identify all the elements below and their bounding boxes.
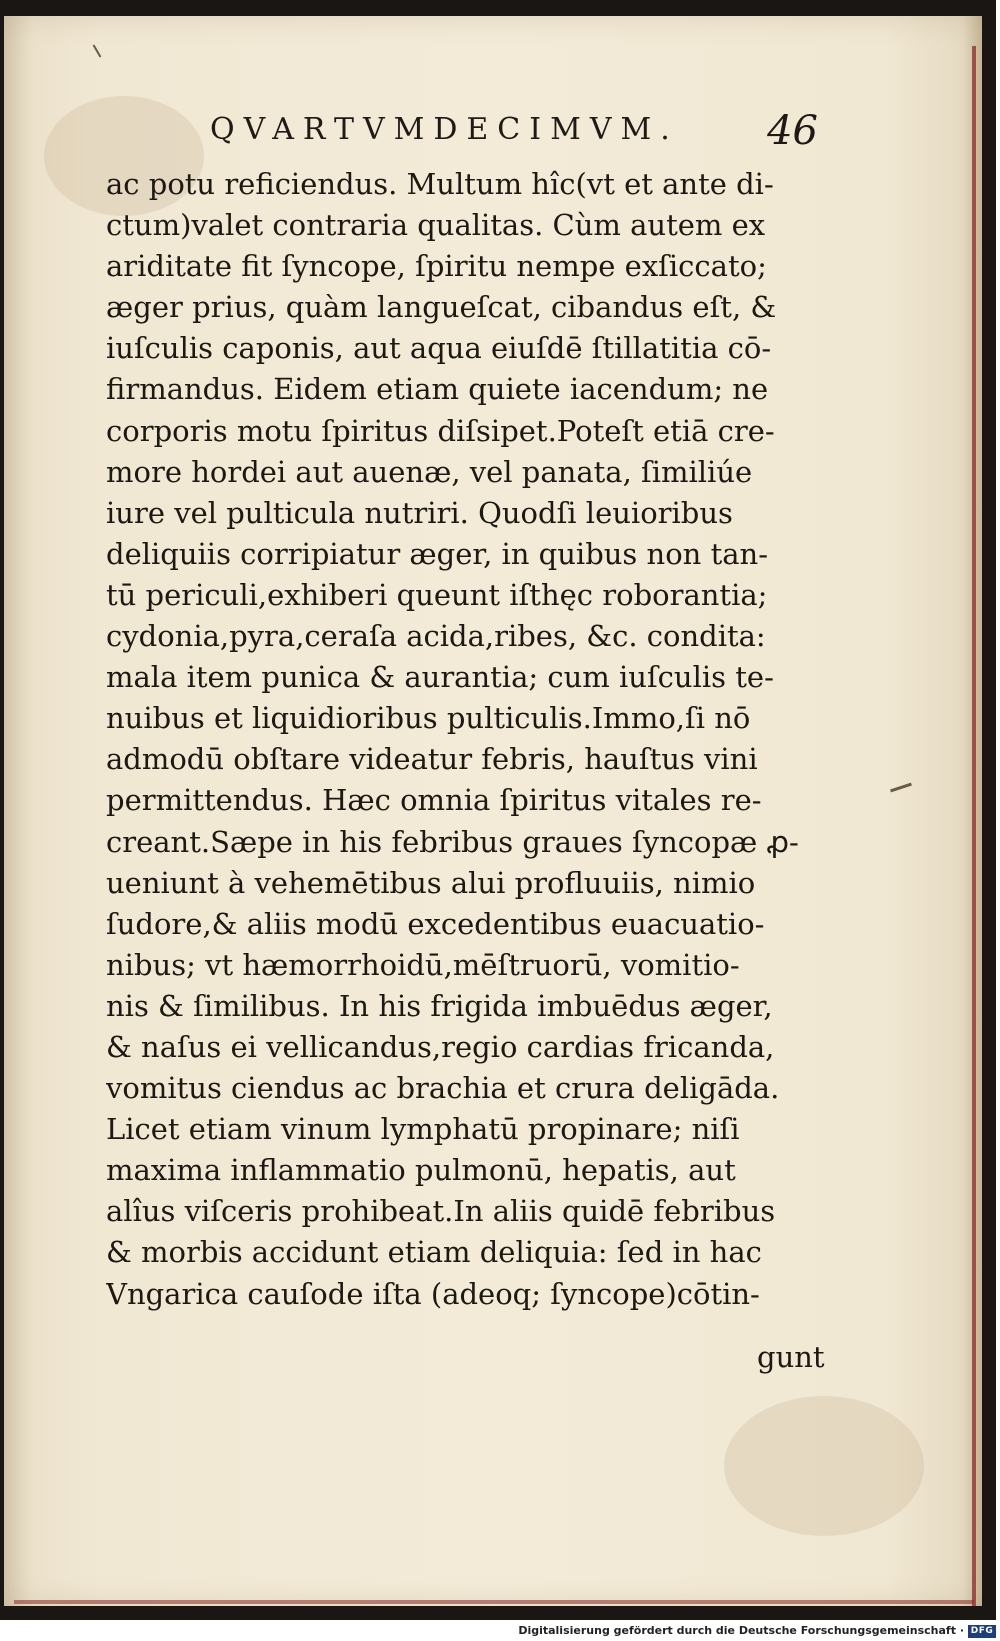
footer-bar <box>0 1620 1000 1641</box>
running-head <box>210 108 840 160</box>
footer-credit: Digitalisierung gefördert durch die Deutsche Forschungsgemeinschaft · <box>518 1624 964 1637</box>
text-line: corporis motu ſpiritus diſsipet.Poteſt etiā cre- <box>106 413 775 448</box>
text-line: iuſculis caponis, aut aqua eiuſdē ſtillatitia cō- <box>106 331 772 366</box>
text-line: nuibus et liquidioribus pulticulis.Immo,ſi nō <box>106 701 751 736</box>
dfg-logo-icon: DFG <box>968 1625 996 1638</box>
catchword: gunt <box>757 1340 825 1374</box>
text-line: vomitus ciendus ac brachia et crura deligāda. <box>106 1071 780 1106</box>
text-line: æger prius, quàm langueſcat, cibandus eſt, & <box>106 290 777 325</box>
text-line: mala item punica & aurantia; cum iuſculis te- <box>106 660 774 695</box>
text-line: permittendus. Hæc omnia ſpiritus vitales re- <box>106 783 762 818</box>
ink-mark <box>93 44 102 57</box>
text-line: nibus; vt hæmorrhoidū,mēſtruorū, vomitio- <box>106 947 740 982</box>
page-edge-right <box>972 46 976 1606</box>
text-line: deliquiis corripiatur æger, in quibus non tan- <box>106 536 768 571</box>
page-number: 46 <box>767 108 818 154</box>
text-line: & naſus ei vellicandus,regio cardias fricanda, <box>106 1029 775 1064</box>
ink-mark <box>890 783 912 793</box>
text-line: creant.Sæpe in his febribus graues ſyncopæ ꝓ- <box>106 824 799 859</box>
text-line: maxima inflammatio pulmonū, hepatis, aut <box>106 1153 736 1188</box>
text-line: cydonia,pyra,ceraſa acida,ribes, &c. condita: <box>106 619 766 654</box>
text-line: ſudore,& aliis modū excedentibus euacuatio- <box>106 906 765 941</box>
text-line: ueniunt à vehemētibus alui profluuiis, nimio <box>106 865 756 900</box>
text-line: Licet etiam vinum lymphatū propinare; niſi <box>106 1112 740 1147</box>
text-line: ac potu reficiendus. Multum hîc(vt et ante di- <box>106 167 774 201</box>
text-line: & morbis accidunt etiam deliquia: ſed in hac <box>106 1235 762 1270</box>
text-line: tū periculi,exhiberi queunt iſthęc roborantia; <box>106 577 768 612</box>
page-edge-bottom <box>14 1600 974 1604</box>
text-line: firmandus. Eidem etiam quiete iacendum; ne <box>106 372 769 407</box>
text-line: nis & ſimilibus. In his frigida imbuēdus æger, <box>106 988 773 1023</box>
text-line: iure vel pulticula nutriri. Quodſi leuioribus <box>106 495 733 530</box>
text-line: Vngarica cauſode iſta (adeoq; ſyncope)cōtin- <box>106 1276 760 1311</box>
body-text <box>106 164 836 1315</box>
text-line: alîus viſceris prohibeat.In aliis quidē febribus <box>106 1194 776 1229</box>
running-title: QVARTVMDECIMVM. <box>210 112 679 147</box>
text-line: ariditate fit ſyncope, ſpiritu nempe exſiccato; <box>106 249 767 284</box>
text-line: more hordei aut auenæ, vel panata, ſimiliúe <box>106 454 753 489</box>
footer-credit-text: Digitalisierung gefördert durch die Deutsche Forschungsgemeinschaft <box>518 1624 956 1637</box>
paper-stain <box>724 1396 924 1536</box>
text-line: admodū obſtare videatur febris, hauſtus vini <box>106 742 758 777</box>
text-line: ctum)valet contraria qualitas. Cùm autem ex <box>106 208 766 243</box>
